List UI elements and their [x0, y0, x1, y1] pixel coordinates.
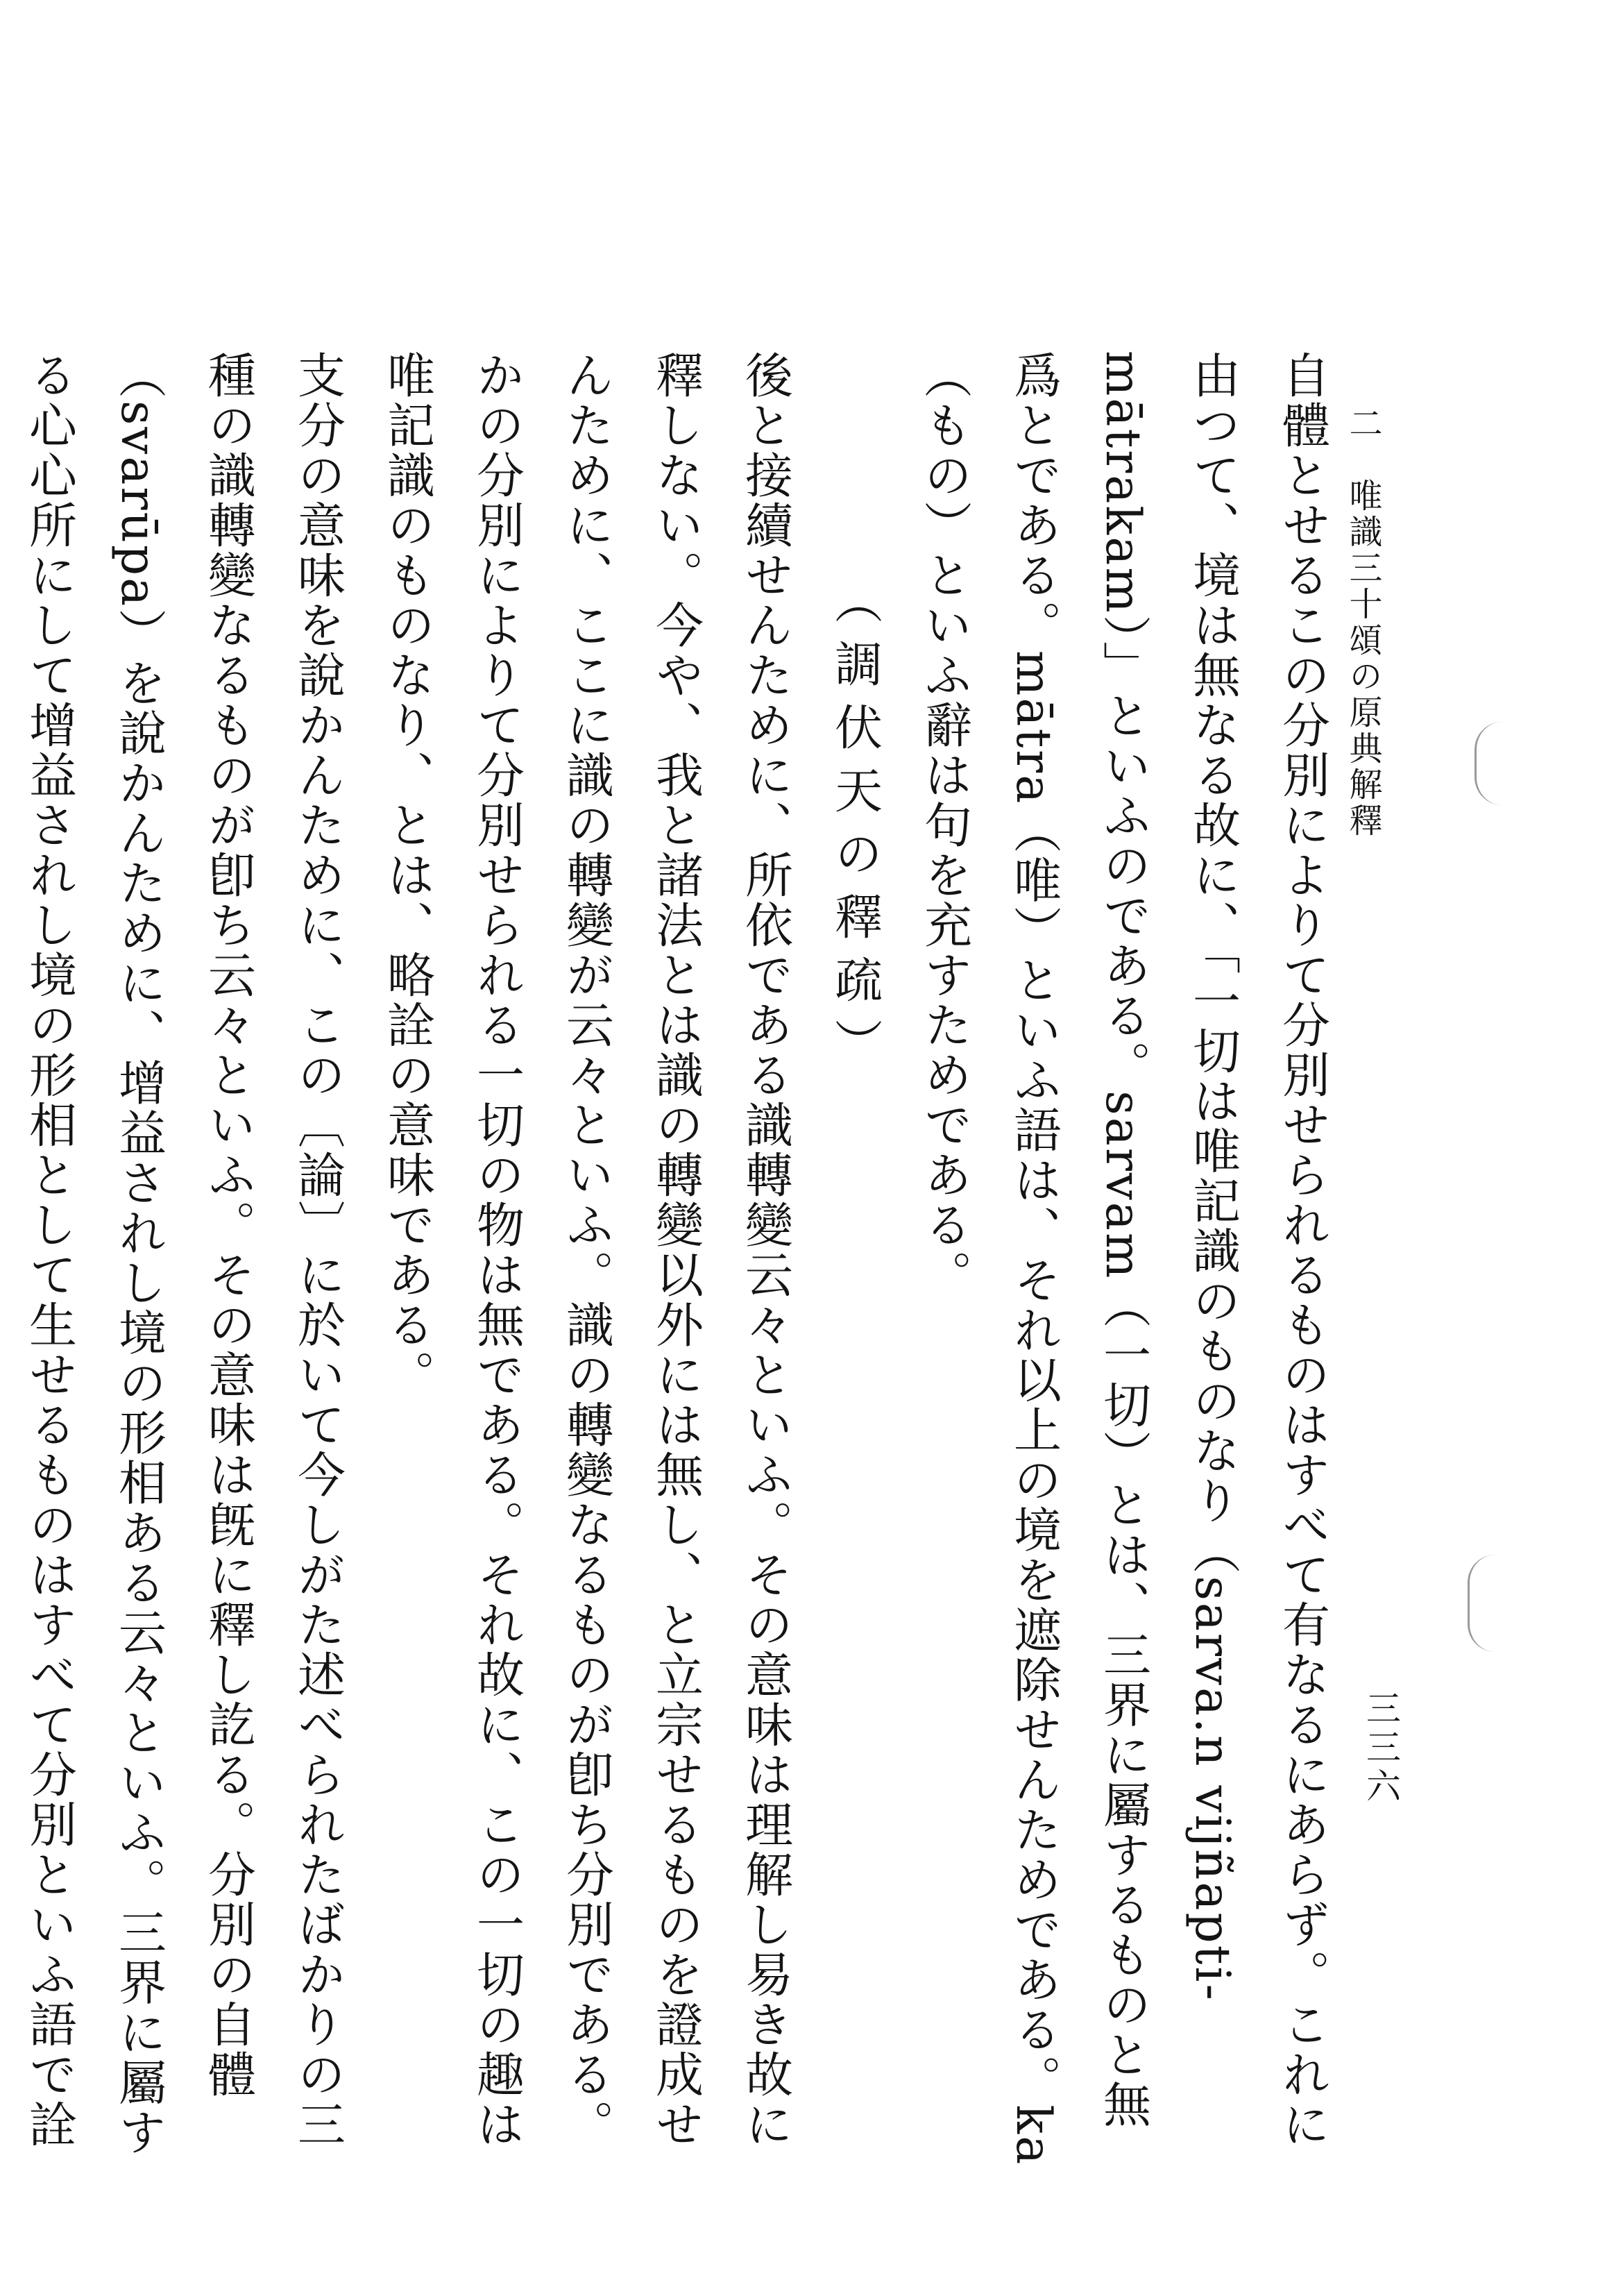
running-header: 二 唯識三十頌の原典解釋 — [1343, 406, 1382, 839]
margin-mark — [1475, 722, 1504, 805]
paragraph-1: 自體とせるこの分別によりて分別せられるものはすべて有なるにあらず。これに由つて、境は無なる故に、「一切は唯記識のものなり（sarva.n vijñapti-mātrakam）」といふのである。sarvam（一切）とは、三界に屬するものと無爲とである。mātra（唯）といふ語は、それ以上の境を遮除せんためである。ka（もの）といふ辭は句を充すためである。 — [916, 351, 1329, 2167]
paragraph-3: 支分の意味を說かんために、この〔論〕に於いて今しがた述べられたばかりの三種の識轉變なるものが卽ち云々といふ。その意味は旣に釋し訖る。分別の自體（svarūpa）を說かんために、增益されし境の形相ある云々といふ。三界に屬する心心所にして增益されし境の形相として生せるものはすべて分別といふ語で詮 — [21, 351, 345, 2158]
paragraph-2: 後と接續せんために、所依である識轉變云々といふ。その意味は理解し易き故に釋しない。今や、我と諸法とは識の轉變以外には無し、と立宗せるものを證成せんために、ここに識の轉變が云々といふ。識の轉變なるものが卽ち分別である。かの分別によりて分別せられる一切の物は無である。それ故に、この一切の趣は唯記識のものなり、とは、略詮の意味である。 — [379, 351, 792, 2150]
section-heading: （調伏天の釋疏） — [826, 576, 882, 1081]
margin-mark — [1468, 1555, 1497, 1652]
body-text — [21, 351, 1346, 2169]
page-number: 三三六 — [1361, 1690, 1401, 1807]
